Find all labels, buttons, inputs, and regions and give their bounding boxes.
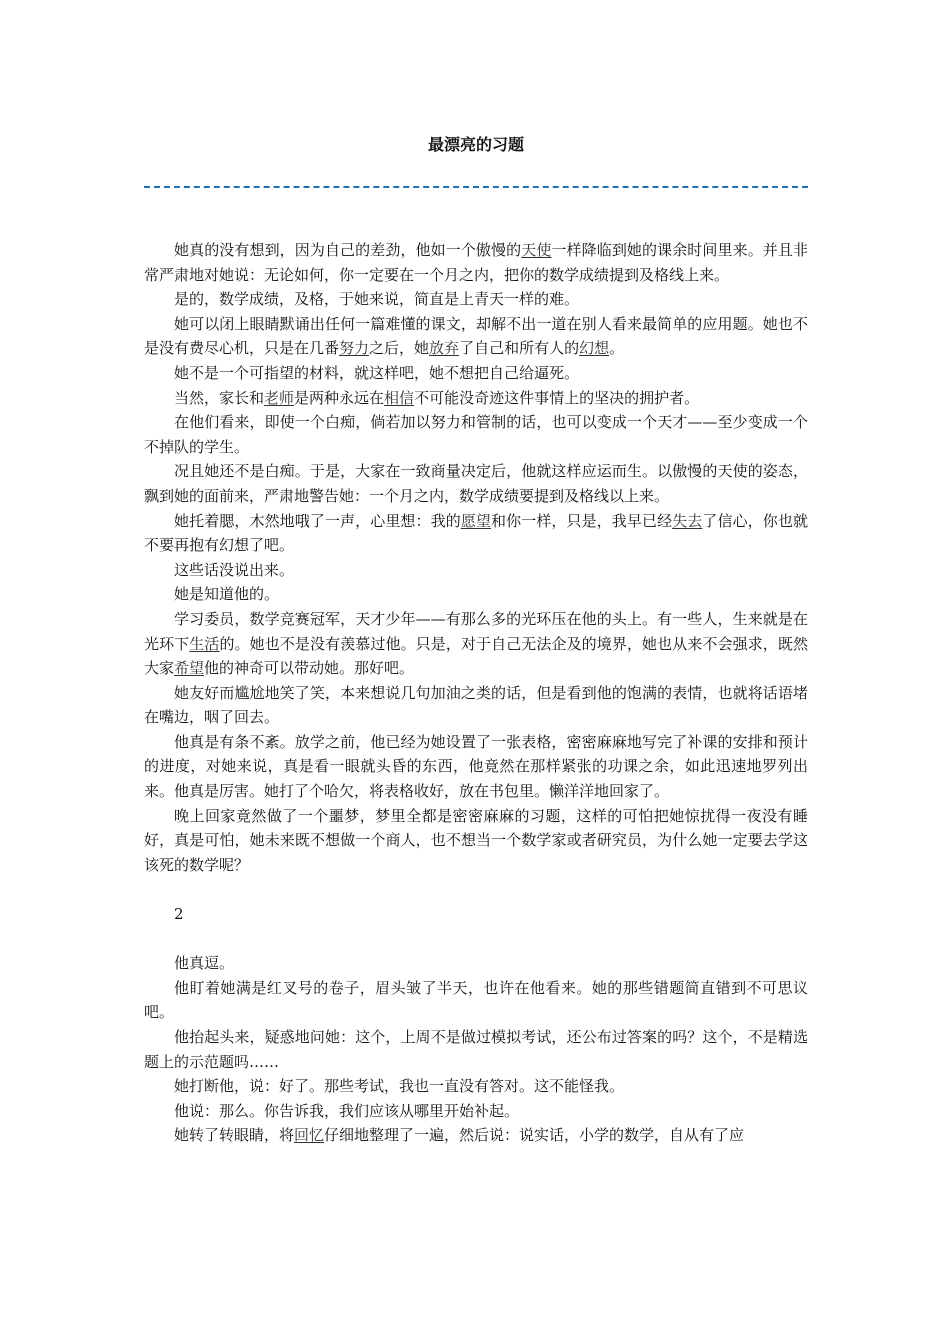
paragraph: 他盯着她满是红叉号的卷子，眉头皱了半天，也许在他看来。她的那些错题简直错到不可思议吧。 — [144, 978, 808, 1022]
paragraph: 她打断他，说：好了。那些考试，我也一直没有答对。这不能怪我。 — [174, 1077, 625, 1096]
paragraph: 他真逗。 — [174, 954, 235, 973]
paragraph: 学习委员，数学竞赛冠军，天才少年——有那么多的光环压在他的头上。有一些人，生来就是在光环下生活的。她也不是没有羡慕过他。只是，对于自己无法企及的境界，她也从来不会强求，既然大家希望他的神奇可以带动她。那好吧。 — [144, 609, 808, 678]
paragraph: 他真是有条不紊。放学之前，他已经为她设置了一张表格，密密麻麻地写完了补课的安排和预计的进度，对她来说，真是看一眼就头昏的东西，他竟然在那样紧张的功课之余，如此迅速地罗列出来。他真是厉害。她打了个哈欠，将表格收好，放在书包里。懒洋洋地回家了。 — [144, 732, 808, 801]
paragraph: 当然，家长和老师是两种永远在相信不可能没奇迹这件事情上的坚决的拥护者。 — [174, 388, 700, 407]
underlined-word[interactable]: 希望 — [174, 659, 205, 678]
underlined-word[interactable]: 相信 — [384, 388, 415, 407]
paragraph: 他说：那么。你告诉我，我们应该从哪里开始补起。 — [174, 1101, 520, 1120]
section-number: 2 — [174, 905, 184, 924]
underlined-word[interactable]: 努力 — [339, 339, 370, 358]
paragraph: 她友好而尴尬地笑了笑，本来想说几句加油之类的话，但是看到他的饱满的表情，也就将话语堵在嘴边，咽了回去。 — [144, 683, 808, 727]
blank-line — [144, 927, 808, 952]
underlined-word[interactable]: 失去 — [672, 511, 703, 530]
underlined-word[interactable]: 天使 — [521, 241, 552, 259]
paragraph: 晚上回家竟然做了一个噩梦，梦里全都是密密麻麻的习题，这样的可怕把她惊扰得一夜没有睡好，真是可怕，她未来既不想做一个商人，也不想当一个数学家或者研究员，为什么她一定要去学这该死的数学呢？ — [144, 806, 808, 874]
paragraph: 况且她还不是白痴。于是，大家在一致商量决定后，他就这样应运而生。以傲慢的天使的姿态，飘到她的面前来，严肃地警告她：一个月之内，数学成绩要提到及格线以上来。 — [144, 462, 808, 505]
paragraph: 在他们看来，即使一个白痴，倘若加以努力和管制的话，也可以变成一个天才——至少变成一个不掉队的学生。 — [144, 413, 808, 456]
title-divider — [144, 186, 808, 188]
paragraph: 他抬起头来，疑惑地问她：这个，上周不是做过模拟考试，还公布过答案的吗？这个，不是精选题上的示范题吗…… — [144, 1028, 808, 1071]
underlined-word[interactable]: 幻想 — [579, 339, 610, 358]
underlined-word[interactable]: 回忆 — [294, 1126, 325, 1145]
paragraph: 她转了转眼睛，将回忆仔细地整理了一遍，然后说：说实话，小学的数学，自从有了应 — [174, 1126, 745, 1145]
paragraph: 是的，数学成绩，及格，于她来说，简直是上青天一样的难。 — [174, 290, 580, 309]
underlined-word[interactable]: 放弃 — [429, 339, 460, 358]
paragraph: 这些话没说出来。 — [174, 560, 295, 579]
underlined-word[interactable]: 生活 — [189, 634, 220, 653]
paragraph: 她是知道他的。 — [174, 585, 280, 604]
paragraph: 她可以闭上眼睛默诵出任何一篇难懂的课文，却解不出一道在别人看来最简单的应用题。她也不是没有费尽心机，只是在几番努力之后，她放弃了自己和所有人的幻想。 — [144, 314, 808, 358]
article-body — [144, 238, 808, 1148]
paragraph: 她不是一个可指望的材料，就这样吧，她不想把自己给逼死。 — [174, 363, 580, 382]
underlined-word[interactable]: 老师 — [264, 388, 295, 407]
paragraph: 她托着腮，木然地哦了一声，心里想：我的愿望和你一样，只是，我早已经失去了信心，你也就不要再抱有幻想了吧。 — [144, 511, 808, 555]
underlined-word[interactable]: 愿望 — [460, 511, 492, 530]
paragraph: 她真的没有想到，因为自己的差劲，他如一个傲慢的天使一样降临到她的课余时间里来。并且非常严肃地对她说：无论如何，你一定要在一个月之内，把你的数学成绩提到及格线上来。 — [144, 241, 808, 284]
page-title: 最漂亮的习题 — [427, 135, 524, 154]
blank-line — [144, 877, 808, 902]
